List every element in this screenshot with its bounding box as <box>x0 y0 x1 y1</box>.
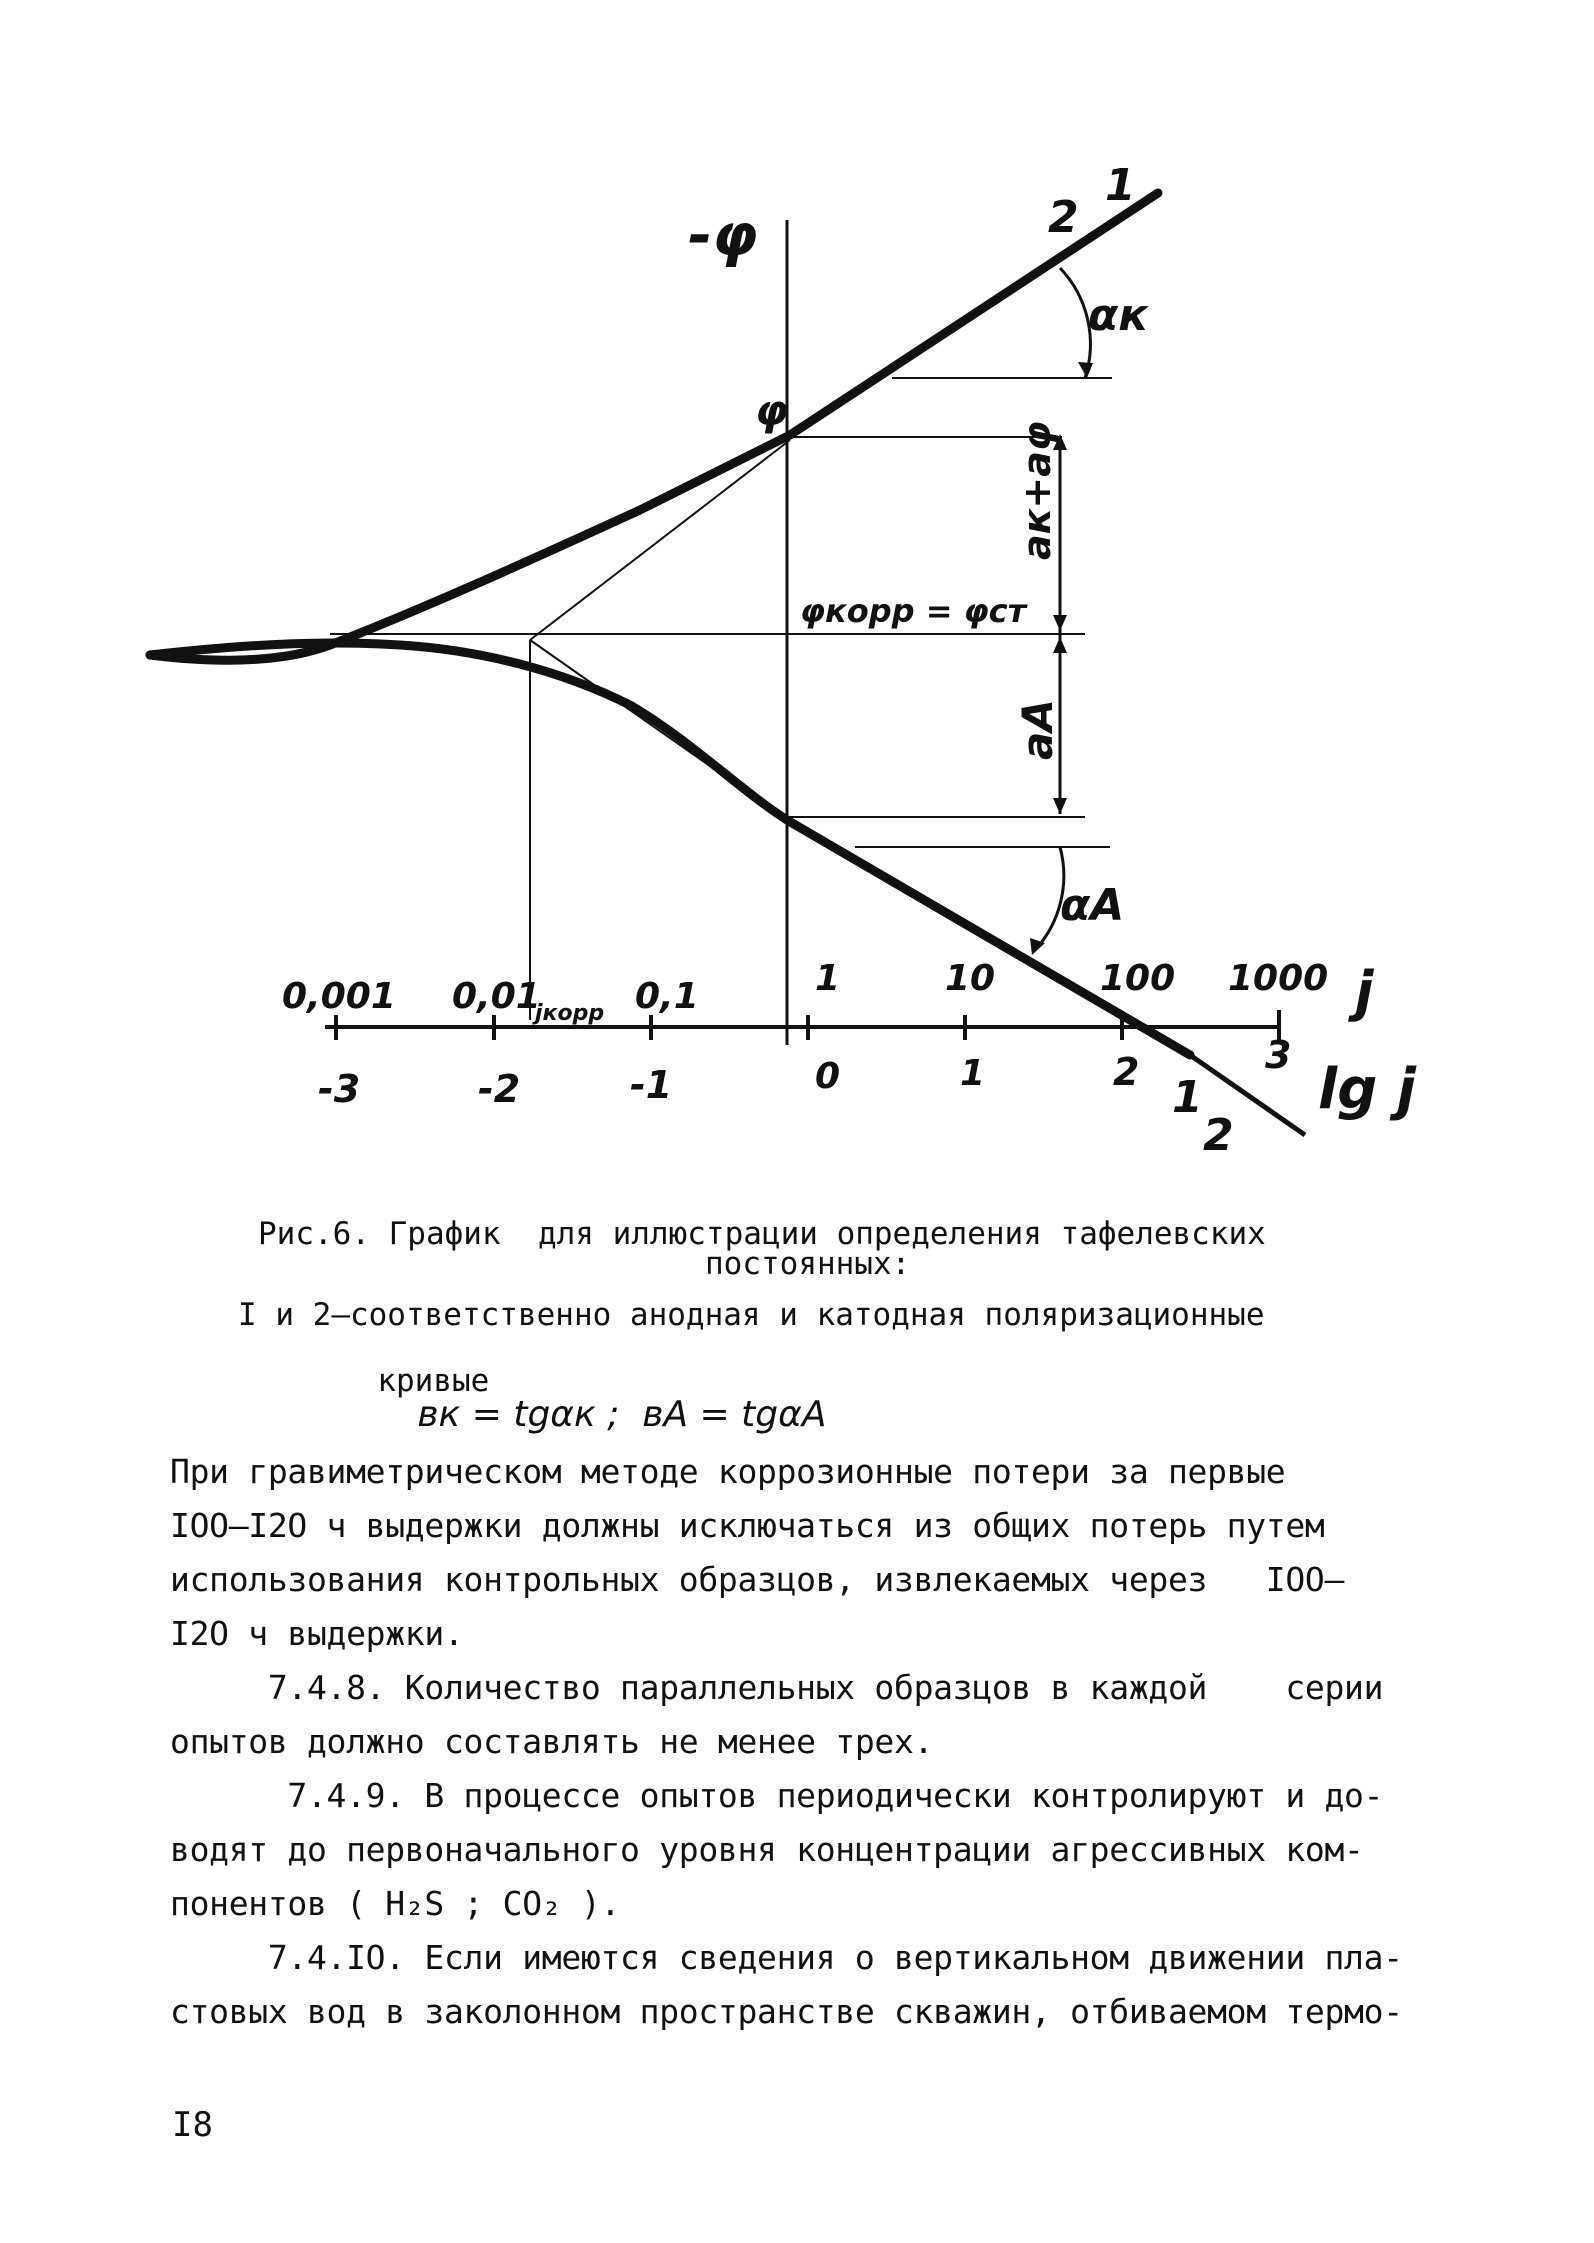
figure-caption-title: Рис.6. График для иллюстрации определения тафелевских <box>258 1216 1266 1252</box>
body-line: водят до первоначального уровня концентрации агрессивных ком- <box>170 1830 1364 1869</box>
aa-segment-label: aA <box>1013 699 1062 760</box>
body-line: IOO–I2O ч выдержки должны исключаться из общих потерь путем <box>170 1506 1325 1545</box>
body-line: использования контрольных образцов, извлекаемых через IOO– <box>170 1560 1345 1599</box>
body-line: опытов должно составлять не менее трех. <box>170 1722 934 1761</box>
j-tick-label: 1 <box>815 958 841 999</box>
arrow-head <box>1053 615 1067 631</box>
lgj-tick-label: -2 <box>478 1067 521 1111</box>
body-line: 7.4.9. В процессе опытов периодически контролируют и до- <box>170 1776 1384 1815</box>
figure-caption-title-cont: постоянных: <box>705 1246 911 1282</box>
phi-corr-label: φкорр = φст <box>800 592 1027 630</box>
lgj-tick-label: 2 <box>1113 1050 1140 1094</box>
arrow-head <box>1053 637 1067 653</box>
curve-2-label-top: 2 <box>1048 192 1079 243</box>
lgj-tick-label: -3 <box>318 1067 361 1111</box>
j-tick-label: 100 <box>1100 958 1176 999</box>
ak-segment-label: aк+aφ <box>1015 421 1059 560</box>
j-tick-label: 0,1 <box>635 976 699 1017</box>
curve-1-label-top: 1 <box>1105 160 1136 211</box>
body-line: 7.4.8. Количество параллельных образцов в каждой серии <box>170 1668 1384 1707</box>
alpha-a-label: αA <box>1060 880 1125 931</box>
body-line: При гравиметрическом методе коррозионные потери за первые <box>170 1452 1286 1491</box>
caption-curves-word: кривые <box>377 1363 490 1399</box>
lgj-tick-label: 3 <box>1265 1033 1292 1077</box>
body-line: I2O ч выдержки. <box>170 1614 464 1653</box>
curve-2-label-bottom: 2 <box>1203 1110 1234 1161</box>
lgj-tick-label: 1 <box>960 1053 986 1094</box>
j-corr-label: jкорр <box>535 1001 605 1026</box>
body-line: 7.4.IO. Если имеются сведения о вертикальном движении пла- <box>170 1938 1403 1977</box>
j-tick-label: 0,001 <box>282 976 396 1017</box>
y-axis-label: -φ <box>688 201 758 269</box>
page-number: I8 <box>172 2105 213 2145</box>
curve-1-label-bottom: 1 <box>1172 1072 1203 1123</box>
cathodic-curve <box>150 193 1158 660</box>
body-line: стовых вод в заколонном пространстве скважин, отбиваемом термо- <box>170 1992 1403 2031</box>
j-tick-label: 0,01 <box>452 976 541 1017</box>
figure-caption-description: I и 2–соответственно анодная и катодная поляризационные <box>238 1297 1265 1333</box>
phi-label: φ <box>755 386 788 435</box>
lgj-tick-label: -1 <box>630 1063 673 1107</box>
lgj-axis-label: lg j <box>1318 1057 1416 1122</box>
alpha-k-label: αк <box>1088 290 1149 341</box>
j-tick-label: 10 <box>945 958 996 999</box>
arrow-head <box>1053 798 1067 814</box>
j-axis-label: j <box>1355 960 1374 1023</box>
body-line: понентов ( H₂S ; CO₂ ). <box>170 1884 621 1923</box>
tangent-line-lower <box>530 640 787 820</box>
j-tick-label: 1000 <box>1228 958 1329 999</box>
lgj-tick-label: 0 <box>815 1056 841 1097</box>
angle-arc-k <box>1060 268 1090 378</box>
tafel-formula: вк = tgαк ; вA = tgαA <box>417 1394 827 1435</box>
figure-caption-curves <box>340 1330 826 1433</box>
